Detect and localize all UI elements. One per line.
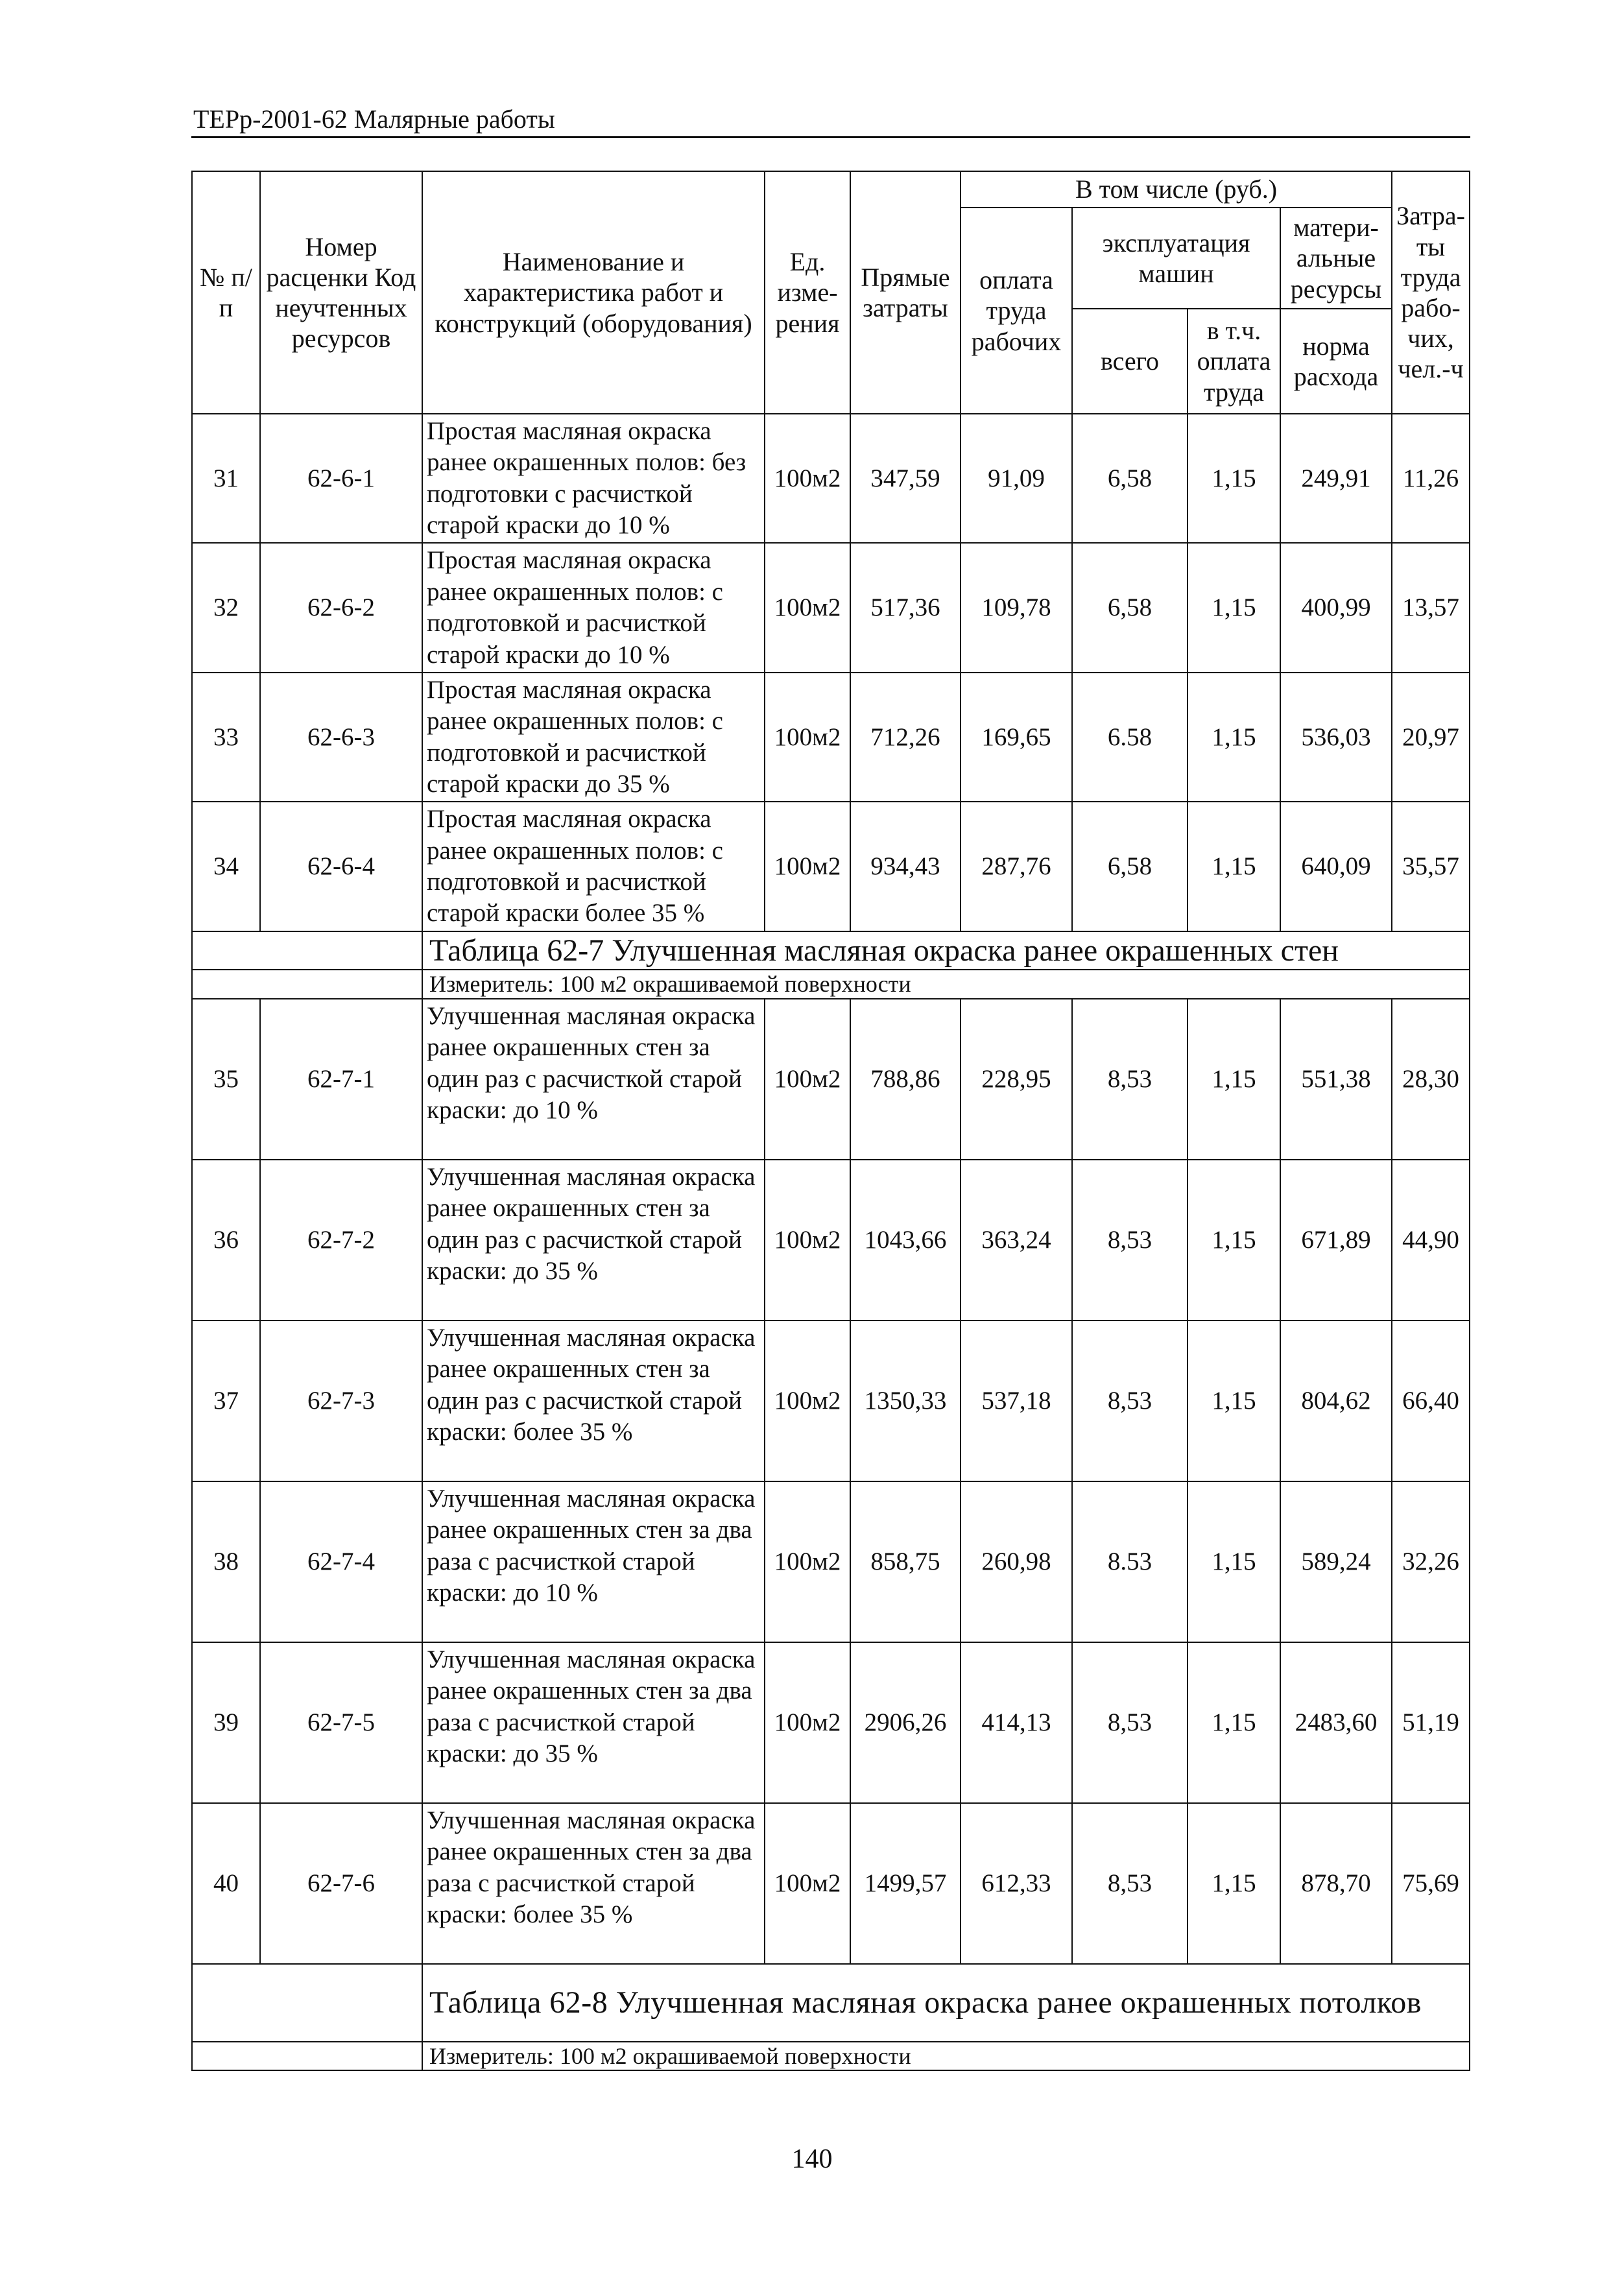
row-number: 32 <box>192 543 260 672</box>
direct-cost: 1350,33 <box>850 1321 961 1481</box>
material-cost: 640,09 <box>1280 802 1392 931</box>
rate-code: 62-7-2 <box>260 1160 422 1321</box>
unit-cell: 100м2 <box>765 1160 850 1321</box>
machine-total: 6,58 <box>1072 543 1188 672</box>
work-description: Простая масляная окраска ранее окрашенных полов: без подготовки с расчисткой старой краски до 10 % <box>422 414 765 543</box>
col-code-header: Номер расценки Код неучтенных ресурсов <box>260 171 422 414</box>
row-number: 31 <box>192 414 260 543</box>
worker-wage: 109,78 <box>961 543 1072 672</box>
rates-table <box>191 171 1470 2071</box>
machine-total: 6,58 <box>1072 802 1188 931</box>
machine-wage: 1,15 <box>1188 1321 1280 1481</box>
row-number: 40 <box>192 1803 260 1964</box>
labor-hours: 13,57 <box>1392 543 1470 672</box>
section-62-8 <box>192 1964 1470 2070</box>
labor-hours: 11,26 <box>1392 414 1470 543</box>
unit-cell: 100м2 <box>765 1321 850 1481</box>
work-description: Простая масляная окраска ранее окрашенных полов: с подготовкой и расчисткой старой краски более 35 % <box>422 802 765 931</box>
section-spacer <box>192 2042 422 2070</box>
direct-cost: 934,43 <box>850 802 961 931</box>
header-rule <box>191 136 1470 138</box>
col-wage-header: оплата труда рабочих <box>961 208 1072 414</box>
worker-wage: 537,18 <box>961 1321 1072 1481</box>
table-row <box>192 1160 1470 1321</box>
col-materials-norm-header: норма расхода <box>1280 309 1392 414</box>
unit-cell: 100м2 <box>765 673 850 802</box>
worker-wage: 363,24 <box>961 1160 1072 1321</box>
col-name-header: Наименование и характеристика работ и конструкций (оборудования) <box>422 171 765 414</box>
labor-hours: 44,90 <box>1392 1160 1470 1321</box>
machine-wage: 1,15 <box>1188 999 1280 1160</box>
labor-hours: 20,97 <box>1392 673 1470 802</box>
rate-code: 62-6-1 <box>260 414 422 543</box>
material-cost: 536,03 <box>1280 673 1392 802</box>
machine-wage: 1,15 <box>1188 1642 1280 1803</box>
labor-hours: 32,26 <box>1392 1481 1470 1642</box>
direct-cost: 858,75 <box>850 1481 961 1642</box>
worker-wage: 414,13 <box>961 1642 1072 1803</box>
direct-cost: 712,26 <box>850 673 961 802</box>
labor-hours: 66,40 <box>1392 1321 1470 1481</box>
section-spacer <box>192 970 422 998</box>
section-62-7 <box>192 931 1470 999</box>
work-description: Улучшенная масляная окраска ранее окрашенных стен за два раза с расчисткой старой краски: до 35 % <box>422 1642 765 1803</box>
machine-wage: 1,15 <box>1188 1803 1280 1964</box>
rate-code: 62-7-6 <box>260 1803 422 1964</box>
direct-cost: 517,36 <box>850 543 961 672</box>
row-number: 34 <box>192 802 260 931</box>
machine-wage: 1,15 <box>1188 543 1280 672</box>
table-body-floors <box>192 414 1470 931</box>
work-description: Улучшенная масляная окраска ранее окрашенных стен за один раз с расчисткой старой краски: до 10 % <box>422 999 765 1160</box>
col-unit-header: Ед. изме- рения <box>765 171 850 414</box>
unit-cell: 100м2 <box>765 999 850 1160</box>
machine-wage: 1,15 <box>1188 1481 1280 1642</box>
page-number: 140 <box>791 2144 833 2174</box>
machine-wage: 1,15 <box>1188 1160 1280 1321</box>
worker-wage: 260,98 <box>961 1481 1072 1642</box>
direct-cost: 1499,57 <box>850 1803 961 1964</box>
table-row <box>192 1481 1470 1642</box>
row-number: 33 <box>192 673 260 802</box>
section-measure: Измеритель: 100 м2 окрашиваемой поверхности <box>422 970 1470 998</box>
direct-cost: 1043,66 <box>850 1160 961 1321</box>
machine-total: 6.58 <box>1072 673 1188 802</box>
rate-code: 62-6-3 <box>260 673 422 802</box>
section-title: Таблица 62-8 Улучшенная масляная окраска ранее окрашенных потолков <box>422 1964 1470 2042</box>
direct-cost: 788,86 <box>850 999 961 1160</box>
machine-total: 8,53 <box>1072 1642 1188 1803</box>
material-cost: 249,91 <box>1280 414 1392 543</box>
table-row <box>192 543 1470 672</box>
worker-wage: 228,95 <box>961 999 1072 1160</box>
work-description: Простая масляная окраска ранее окрашенных полов: с подготовкой и расчисткой старой краски до 35 % <box>422 673 765 802</box>
material-cost: 2483,60 <box>1280 1642 1392 1803</box>
col-machines-wage-header: в т.ч. оплата труда <box>1188 309 1280 414</box>
col-num-header: № п/п <box>192 171 260 414</box>
rate-code: 62-7-1 <box>260 999 422 1160</box>
table-row <box>192 673 1470 802</box>
table-row <box>192 1321 1470 1481</box>
labor-hours: 51,19 <box>1392 1642 1470 1803</box>
rate-code: 62-7-5 <box>260 1642 422 1803</box>
work-description: Простая масляная окраска ранее окрашенных полов: с подготовкой и расчисткой старой краски до 10 % <box>422 543 765 672</box>
machine-total: 8,53 <box>1072 1321 1188 1481</box>
col-materials-header: матери- альные ресурсы <box>1280 208 1392 309</box>
labor-hours: 35,57 <box>1392 802 1470 931</box>
table-row <box>192 999 1470 1160</box>
unit-cell: 100м2 <box>765 802 850 931</box>
material-cost: 671,89 <box>1280 1160 1392 1321</box>
col-including-header: В том числе (руб.) <box>961 171 1392 208</box>
section-title: Таблица 62-7 Улучшенная масляная окраска ранее окрашенных стен <box>422 931 1470 970</box>
machine-total: 8.53 <box>1072 1481 1188 1642</box>
machine-total: 8,53 <box>1072 1803 1188 1964</box>
work-description: Улучшенная масляная окраска ранее окрашенных стен за один раз с расчисткой старой краски: до 35 % <box>422 1160 765 1321</box>
unit-cell: 100м2 <box>765 414 850 543</box>
work-description: Улучшенная масляная окраска ранее окрашенных стен за два раза с расчисткой старой краски: до 10 % <box>422 1481 765 1642</box>
col-machines-total-header: всего <box>1072 309 1188 414</box>
row-number: 37 <box>192 1321 260 1481</box>
table-row <box>192 802 1470 931</box>
worker-wage: 169,65 <box>961 673 1072 802</box>
unit-cell: 100м2 <box>765 1481 850 1642</box>
machine-total: 6,58 <box>1072 414 1188 543</box>
col-direct-header: Прямые затраты <box>850 171 961 414</box>
rate-code: 62-7-3 <box>260 1321 422 1481</box>
worker-wage: 612,33 <box>961 1803 1072 1964</box>
row-number: 39 <box>192 1642 260 1803</box>
machine-total: 8,53 <box>1072 999 1188 1160</box>
worker-wage: 91,09 <box>961 414 1072 543</box>
table-body-walls <box>192 999 1470 1964</box>
work-description: Улучшенная масляная окраска ранее окрашенных стен за один раз с расчисткой старой краски: более 35 % <box>422 1321 765 1481</box>
table-row <box>192 1803 1470 1964</box>
unit-cell: 100м2 <box>765 1803 850 1964</box>
rate-code: 62-6-2 <box>260 543 422 672</box>
table-header <box>192 171 1470 414</box>
rate-code: 62-6-4 <box>260 802 422 931</box>
material-cost: 804,62 <box>1280 1321 1392 1481</box>
machine-wage: 1,15 <box>1188 802 1280 931</box>
row-number: 36 <box>192 1160 260 1321</box>
row-number: 38 <box>192 1481 260 1642</box>
table-row <box>192 414 1470 543</box>
worker-wage: 287,76 <box>961 802 1072 931</box>
machine-wage: 1,15 <box>1188 414 1280 543</box>
section-measure: Измеритель: 100 м2 окрашиваемой поверхности <box>422 2042 1470 2070</box>
machine-total: 8,53 <box>1072 1160 1188 1321</box>
material-cost: 878,70 <box>1280 1803 1392 1964</box>
col-machines-header: эксплуатация машин <box>1072 208 1280 309</box>
labor-hours: 28,30 <box>1392 999 1470 1160</box>
material-cost: 551,38 <box>1280 999 1392 1160</box>
table-row <box>192 1642 1470 1803</box>
work-description: Улучшенная масляная окраска ранее окрашенных стен за два раза с расчисткой старой краски: более 35 % <box>422 1803 765 1964</box>
row-number: 35 <box>192 999 260 1160</box>
direct-cost: 2906,26 <box>850 1642 961 1803</box>
direct-cost: 347,59 <box>850 414 961 543</box>
unit-cell: 100м2 <box>765 1642 850 1803</box>
unit-cell: 100м2 <box>765 543 850 672</box>
running-title: ТЕРр-2001-62 Малярные работы <box>193 104 555 134</box>
section-spacer <box>192 931 422 970</box>
col-labor-header: Затра- ты труда рабо- чих, чел.-ч <box>1392 171 1470 414</box>
rate-code: 62-7-4 <box>260 1481 422 1642</box>
labor-hours: 75,69 <box>1392 1803 1470 1964</box>
machine-wage: 1,15 <box>1188 673 1280 802</box>
material-cost: 589,24 <box>1280 1481 1392 1642</box>
section-spacer <box>192 1964 422 2042</box>
material-cost: 400,99 <box>1280 543 1392 672</box>
